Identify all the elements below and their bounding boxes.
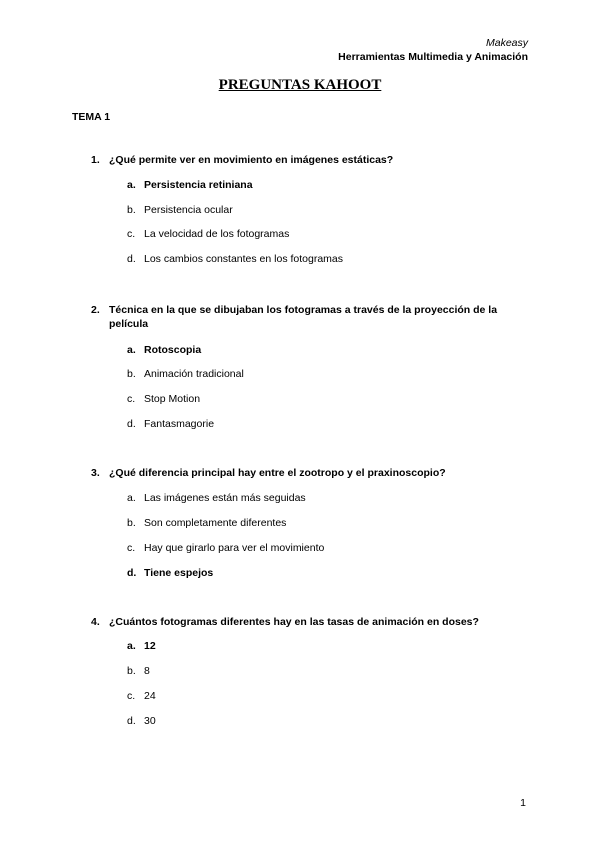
- answer-option-correct: [127, 178, 253, 192]
- question-number: 2.: [91, 304, 100, 316]
- question-number: 1.: [91, 154, 100, 166]
- topic-heading: TEMA 1: [72, 111, 111, 123]
- header-brand: Makeasy: [485, 37, 528, 49]
- answer-option-correct: [127, 639, 156, 653]
- option-letter: d.: [127, 253, 136, 265]
- option-letter: a.: [127, 179, 136, 191]
- option-text: Son completamente diferentes: [144, 517, 287, 529]
- option-letter: d.: [127, 715, 136, 727]
- option-text: Hay que girarlo para ver el movimiento: [144, 542, 325, 554]
- answer-option: [127, 664, 150, 678]
- answer-option: [127, 227, 289, 241]
- answer-option: [127, 714, 156, 728]
- question-text: ¿Qué diferencia principal hay entre el zootropo y el praxinoscopio?: [109, 467, 446, 479]
- answer-option: [127, 392, 200, 406]
- option-letter: b.: [127, 665, 136, 677]
- question-4: [91, 615, 531, 629]
- option-text: 30: [144, 715, 156, 727]
- option-letter: c.: [127, 393, 136, 405]
- answer-option-correct: [127, 343, 201, 357]
- option-letter: c.: [127, 228, 136, 240]
- answer-option-correct: [127, 566, 213, 580]
- option-text: 24: [144, 690, 156, 702]
- header-subject: Herramientas Multimedia y Animación: [338, 51, 528, 63]
- option-text: Persistencia retiniana: [144, 179, 253, 191]
- answer-option: [127, 367, 244, 381]
- question-text: Técnica en la que se dibujaban los fotogramas a través de la proyección de la película: [109, 304, 498, 330]
- option-letter: c.: [127, 690, 136, 702]
- page-header: [338, 36, 528, 64]
- answer-option: [127, 252, 343, 266]
- question-1: [91, 153, 531, 167]
- option-text: La velocidad de los fotogramas: [144, 228, 290, 240]
- answer-option: [127, 203, 233, 217]
- option-text: 12: [144, 640, 156, 652]
- page-title: PREGUNTAS KAHOOT: [218, 77, 382, 93]
- answer-option: [127, 689, 156, 703]
- option-letter: a.: [127, 344, 136, 356]
- option-letter: b.: [127, 204, 136, 216]
- answer-option: [127, 417, 214, 431]
- option-text: Animación tradicional: [144, 368, 244, 380]
- question-number: 4.: [91, 616, 100, 628]
- option-text: Rotoscopia: [144, 344, 202, 356]
- question-number: 3.: [91, 467, 100, 479]
- option-letter: d.: [127, 567, 137, 579]
- page-number: 1: [520, 797, 526, 809]
- option-letter: d.: [127, 418, 136, 430]
- option-letter: a.: [127, 640, 136, 652]
- answer-option: [127, 491, 306, 505]
- option-text: Fantasmagorie: [144, 418, 215, 430]
- option-letter: a.: [127, 492, 136, 504]
- option-text: Los cambios constantes en los fotogramas: [144, 253, 344, 265]
- answer-option: [127, 541, 324, 555]
- option-text: Stop Motion: [144, 393, 201, 405]
- question-text: ¿Cuántos fotogramas diferentes hay en las tasas de animación en doses?: [109, 616, 479, 628]
- question-3: [91, 466, 531, 480]
- option-text: Persistencia ocular: [144, 204, 233, 216]
- option-text: 8: [144, 665, 150, 677]
- option-letter: b.: [127, 368, 136, 380]
- question-2: [91, 303, 531, 331]
- option-text: Las imágenes están más seguidas: [144, 492, 306, 504]
- question-text: ¿Qué permite ver en movimiento en imágenes estáticas?: [109, 154, 394, 166]
- option-letter: b.: [127, 517, 136, 529]
- option-text: Tiene espejos: [144, 567, 214, 579]
- option-letter: c.: [127, 542, 136, 554]
- answer-option: [127, 516, 286, 530]
